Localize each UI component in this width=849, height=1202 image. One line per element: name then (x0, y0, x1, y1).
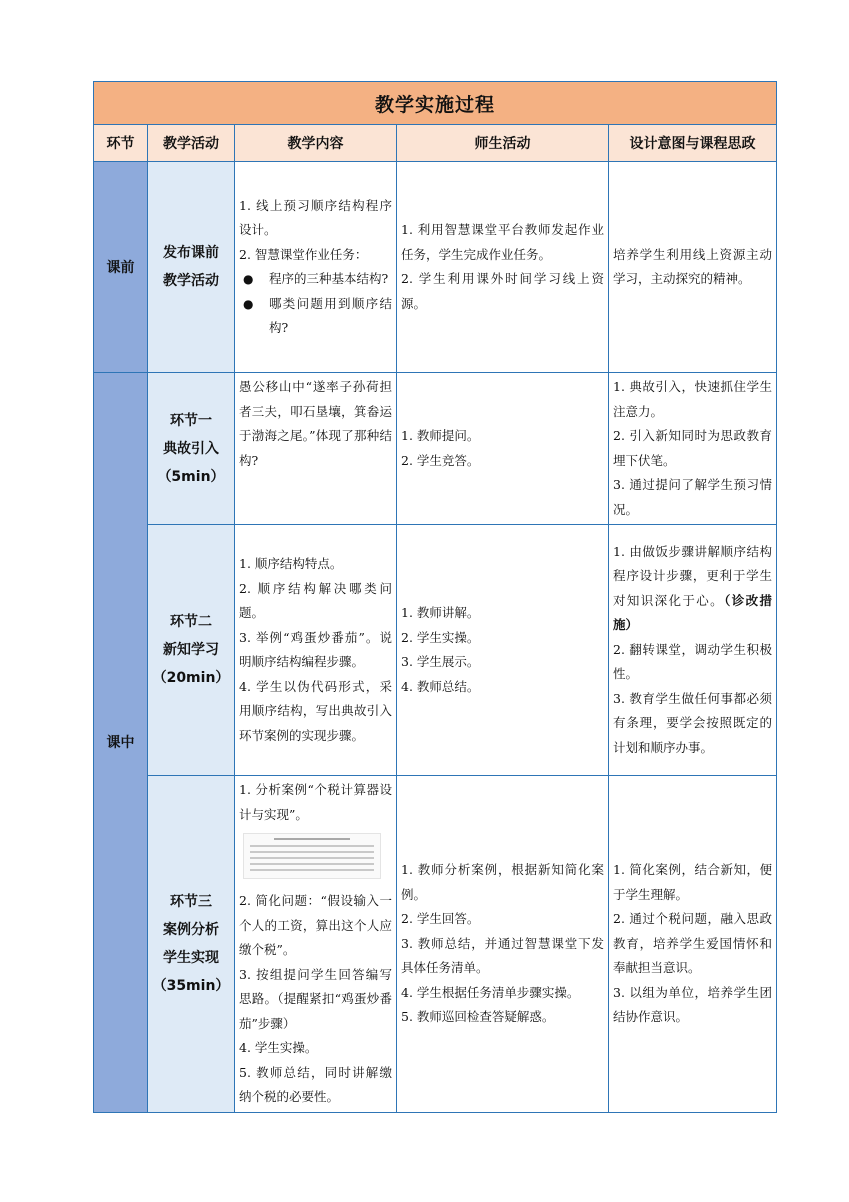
black-circle-bullet-icon: ● (243, 296, 254, 311)
bullet-item (239, 267, 392, 292)
bullet-text: 哪类问题用到顺序结构? (269, 295, 392, 335)
activity-line: 教学活动 (163, 273, 219, 289)
phase-pre: 课前 (94, 162, 148, 373)
thumbnail-line (250, 857, 374, 859)
content-line: 4. 学生以伪代码形式，采用顺序结构，写出典故引入环节案例的实现步骤。 (239, 678, 392, 743)
activity-line: （35min） (152, 977, 230, 994)
activity-line: 案例分析 (163, 921, 219, 938)
header-activity: 教学活动 (148, 125, 235, 162)
intent-line: 1. 典故引入，快速抓住学生注意力。 (613, 379, 772, 419)
intent-line (613, 540, 772, 638)
intent-line: 3. 教育学生做任何事都必须有条理，要学会按照既定的计划和顺序办事。 (613, 690, 772, 755)
ts-line: 1. 教师分析案例，根据新知简化案例。 (401, 862, 604, 902)
activity-line: 环节一 (170, 412, 212, 429)
header-content: 教学内容 (235, 125, 397, 162)
content-line: 3. 按组提问学生回答编写思路。（提醒紧扣“鸡蛋炒番茄”步骤） (239, 966, 392, 1031)
content-line: 1. 线上预习顺序结构程序设计。 (239, 197, 392, 237)
intent-text: 1. 由做饭步骤讲解顺序结构程序设计步骤，更利于学生对知识深化于心。 (613, 543, 772, 608)
activity-pre (148, 162, 235, 373)
activity-stage1 (148, 373, 235, 525)
ts-line: 1. 教师提问。 (401, 428, 480, 443)
content-line: 愚公移山中“遂率子孙荷担者三夫，叩石垦壤，箕畚运于渤海之尾。”体现了那种结构? (239, 379, 392, 468)
table-row-pre (94, 162, 777, 373)
intent-pre (609, 162, 777, 373)
content-line: 2. 智慧课堂作业任务： (239, 246, 368, 262)
activity-line: （5min） (157, 468, 225, 485)
content-line: 1. 分析案例“个税计算器设计与实现”。 (239, 782, 392, 822)
table-row-stage2 (94, 525, 777, 776)
table-row-stage3 (94, 776, 777, 1113)
content-stage1 (235, 373, 397, 525)
content-line: 2. 顺序结构解决哪类问题。 (239, 580, 392, 620)
ts-line: 2. 学生竞答。 (401, 452, 480, 468)
thumbnail-line (250, 851, 374, 853)
activity-stage2 (148, 525, 235, 776)
activity-line: 发布课前 (163, 245, 219, 261)
teacher-student-stage2 (397, 525, 609, 776)
intent-line: 1. 简化案例，结合新知，便于学生理解。 (613, 862, 772, 902)
intent-line: 2. 通过个税问题，融入思政教育，培养学生爱国情怀和奉献担当意识。 (613, 911, 772, 975)
phase-mid: 课中 (94, 373, 148, 1113)
header-teacher-student: 师生活动 (397, 125, 609, 162)
ts-line: 5. 教师巡回检查答疑解惑。 (401, 1009, 555, 1024)
activity-line: 学生实现 (163, 949, 219, 966)
intent-line: 3. 以组为单位，培养学生团结协作意识。 (613, 984, 772, 1024)
content-line: 4. 学生实操。 (239, 1040, 318, 1055)
ts-line: 2. 学生回答。 (401, 911, 480, 926)
activity-line: 典故引入 (163, 440, 219, 457)
ts-line: 4. 学生根据任务清单步骤实操。 (401, 984, 580, 1000)
header-stage: 环节 (94, 125, 148, 162)
activity-line: 环节三 (170, 893, 212, 910)
content-line: 5. 教师总结，同时讲解缴纳个税的必要性。 (239, 1064, 392, 1104)
thumbnail-line (250, 869, 374, 871)
ts-line: 3. 学生展示。 (401, 654, 480, 669)
bullet-text: 程序的三种基本结构? (269, 271, 389, 286)
content-line: 1. 顺序结构特点。 (239, 556, 343, 571)
teacher-student-stage1 (397, 373, 609, 525)
intent-stage3 (609, 776, 777, 1113)
thumbnail-line (250, 845, 374, 847)
ts-line: 3. 教师总结，并通过智慧课堂下发具体任务清单。 (401, 935, 604, 975)
header-row (94, 125, 777, 162)
table-row-stage1 (94, 373, 777, 525)
teacher-student-pre (397, 162, 609, 373)
intent-bold-text: （诊改措施） (613, 592, 772, 633)
intent-line: 2. 翻转课堂，调动学生积极性。 (613, 641, 772, 682)
intent-line: 培养学生利用线上资源主动学习，主动探究的精神。 (613, 246, 772, 286)
content-line: 3. 举例“鸡蛋炒番茄”。说明顺序结构编程步骤。 (239, 629, 392, 669)
content-stage2 (235, 525, 397, 776)
teacher-student-stage3 (397, 776, 609, 1113)
bullet-item (239, 292, 392, 341)
activity-line: 新知学习 (163, 642, 219, 658)
table-title: 教学实施过程 (94, 82, 777, 125)
content-stage3 (235, 776, 397, 1113)
thumbnail-line (250, 863, 374, 865)
intent-stage2 (609, 525, 777, 776)
activity-line: 环节二 (170, 614, 212, 630)
ts-line: 1. 教师讲解。 (401, 605, 480, 620)
teaching-process-table (93, 81, 777, 1113)
ts-line: 4. 教师总结。 (401, 678, 480, 694)
intent-stage1 (609, 373, 777, 525)
intent-line: 3. 通过提问了解学生预习情况。 (613, 477, 772, 517)
thumbnail-heading (274, 838, 350, 840)
header-design-intent: 设计意图与课程思政 (609, 125, 777, 162)
teaching-process-table-wrap (93, 81, 776, 1113)
content-pre (235, 162, 397, 373)
ts-line: 2. 学生实操。 (401, 629, 480, 645)
activity-stage3 (148, 776, 235, 1113)
ts-line: 2. 学生利用课外时间学习线上资源。 (401, 271, 604, 311)
intent-line: 2. 引入新知同时为思政教育埋下伏笔。 (613, 428, 772, 468)
black-circle-bullet-icon: ● (243, 272, 254, 286)
tax-table-thumbnail-icon (243, 833, 381, 879)
content-line: 2. 简化问题：“假设输入一个人的工资，算出这个人应缴个税”。 (239, 893, 392, 957)
activity-line: （20min） (152, 670, 230, 686)
ts-line: 1. 利用智慧课堂平台教师发起作业任务，学生完成作业任务。 (401, 222, 604, 262)
